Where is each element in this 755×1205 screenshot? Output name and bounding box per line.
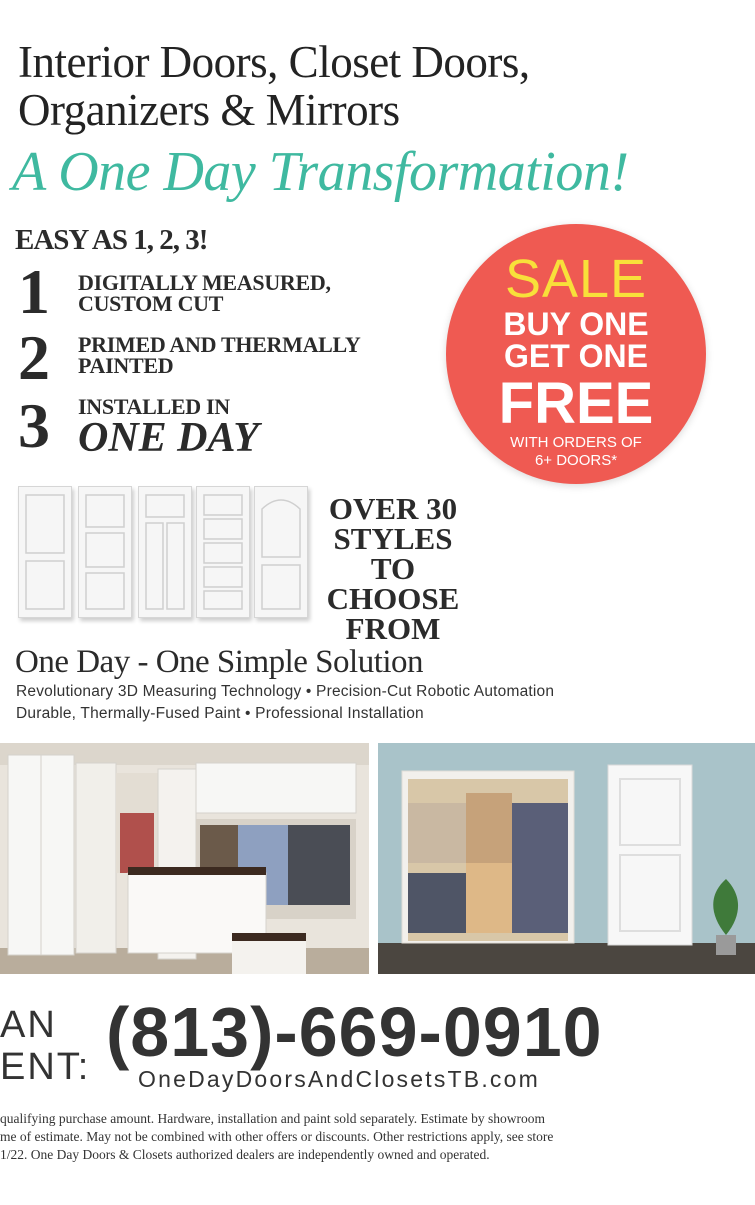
phone-number[interactable]: (813)-669-0910 (106, 993, 603, 1071)
cta-label-line-1: AN (0, 1004, 57, 1046)
step-1-number: 1 (18, 256, 50, 327)
styles-line-1: OVER 30 (328, 491, 458, 526)
step-1-line-1: DIGITALLY MEASURED, (78, 270, 331, 295)
step-2-number: 2 (18, 322, 50, 393)
sale-badge (446, 224, 706, 484)
door-style-arch-panel (254, 486, 308, 618)
sale-fine-line-1: WITH ORDERS OF (510, 434, 642, 451)
disclaimer-line-2: me of estimate. May not be combined with other offers or discounts. Other restrictions apply, see store (0, 1129, 554, 1144)
disclaimer-line-3: 1/22. One Day Doors & Closets authorized dealers are independently owned and operated. (0, 1147, 490, 1162)
features-line-2: Durable, Thermally-Fused Paint • Professional Installation (16, 705, 424, 722)
styles-line-2: STYLES TO (333, 521, 453, 586)
headline (18, 38, 530, 134)
step-3-number: 3 (18, 390, 50, 461)
features-line-1: Revolutionary 3D Measuring Technology • Precision-Cut Robotic Automation (16, 683, 555, 700)
door-style-split-panel (138, 486, 192, 618)
sale-free: FREE (498, 371, 654, 436)
sale-fine-print (446, 434, 706, 470)
website-link[interactable]: OneDayDoorsAndClosetsTB.com (138, 1066, 540, 1092)
walk-in-closet-photo (0, 743, 369, 974)
door-style-five-panel (196, 486, 250, 618)
sale-fine-line-2: 6+ DOORS* (534, 452, 618, 469)
sale-offer (446, 308, 706, 372)
step-3-text (78, 396, 230, 417)
styles-line-3: CHOOSE (326, 581, 460, 616)
step-1-text (78, 272, 331, 314)
step-2-line-2: PAINTED (78, 353, 174, 378)
styles-line-4: FROM (345, 611, 441, 646)
solution-title: One Day - One Simple Solution (15, 644, 424, 680)
sale-offer-line-1: BUY ONE (503, 306, 649, 342)
sale-offer-line-2: GET ONE (503, 338, 648, 374)
sale-word: SALE (504, 249, 648, 309)
step-2-line-1: PRIMED AND THERMALLY (78, 332, 361, 357)
reach-in-closet-photo (378, 743, 755, 974)
tagline: A One Day Transformation! (12, 141, 629, 203)
step-1-line-2: CUSTOM CUT (78, 291, 224, 316)
cta-label-line-2: ENT: (0, 1046, 91, 1088)
headline-line-2: Organizers & Mirrors (18, 85, 400, 135)
step-2-text (78, 334, 360, 376)
headline-line-1: Interior Doors, Closet Doors, (18, 37, 530, 87)
disclaimer (0, 1110, 553, 1164)
step-3-line-1: INSTALLED IN (78, 394, 230, 419)
door-style-two-panel (18, 486, 72, 618)
door-style-three-panel (78, 486, 132, 618)
styles-callout (308, 491, 478, 646)
disclaimer-line-1: qualifying purchase amount. Hardware, installation and paint sold separately. Estimate by showroom (0, 1111, 545, 1126)
step-3-line-2: ONE DAY (78, 415, 259, 461)
easy-heading: EASY AS 1, 2, 3! (15, 224, 208, 256)
